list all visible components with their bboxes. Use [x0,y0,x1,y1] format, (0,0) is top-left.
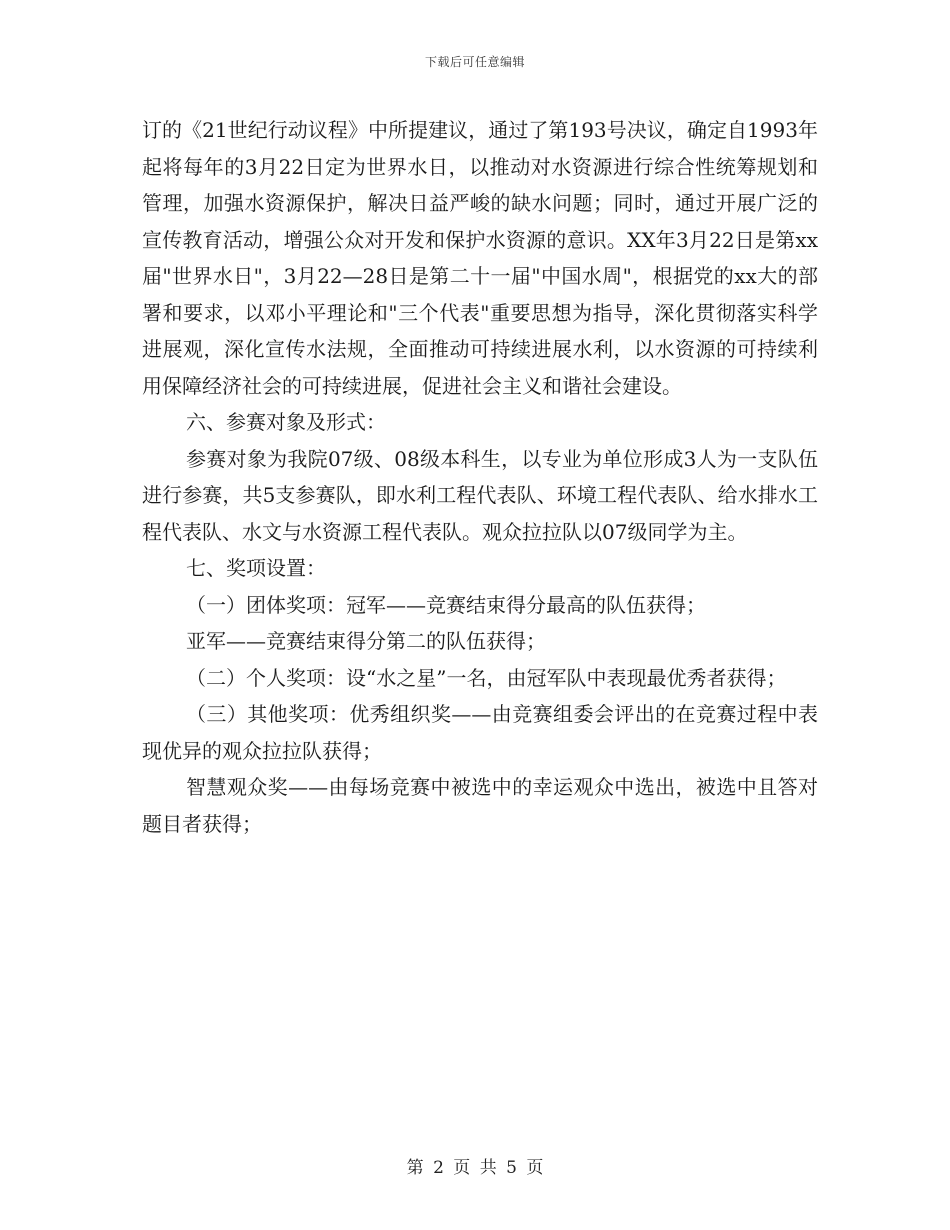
heading-participants: 六、参赛对象及形式： [186,410,386,434]
paragraph-individual-award: （二）个人奖项：设“水之星”一名，由冠军队中表现最优秀者获得； [186,665,787,690]
paragraph-team-award: （一）团体奖项：冠军——竞赛结束得分最高的队伍获得； [186,592,706,617]
paragraph-participants: 参赛对象为我院07级、08级本科生，以专业为单位形成3人为一支队伍进行参赛，共5支参赛队，即水利工程代表队、环境工程代表队、给水排水工程代表队、水文与水资源工程代表队。观众拉拉队以07级同学为主。 [142,446,818,544]
page-number: 第 2 页 共 5 页 [406,1158,544,1178]
document-body [142,112,818,842]
paragraph-runner-up: 亚军——竞赛结束得分第二的队伍获得； [186,629,546,653]
paragraph-world-water-day: 订的《21世纪行动议程》中所提建议，通过了第193号决议，确定自1993年起将每年的3月22日定为世界水日，以推动对水资源进行综合性统筹规划和管理，加强水资源保护，解决日益严峻的缺水问题；同时，通过开展广泛的宣传教育活动，增强公众对开发和保护水资源的意识。XX年3月22日是第xx届"世界水日"，3月22—28日是第二十一届"中国水周"，根据党的xx大的部署和要求，以邓小平理论和"三个代表"重要思想为指导，深化贯彻落实科学进展观，深化宣传水法规，全面推动可持续进展水利，以水资源的可持续利用保障经济社会的可持续进展，促进社会主义和谐社会建设。 [142,118,818,398]
heading-awards: 七、奖项设置： [186,556,326,580]
paragraph-audience-award: 智慧观众奖——由每场竞赛中被选中的幸运观众中选出，被选中且答对题目者获得； [142,775,818,836]
page-header: 下载后可任意编辑 [424,55,525,69]
paragraph-other-awards: （三）其他奖项：优秀组织奖——由竞赛组委会评出的在竞赛过程中表现优异的观众拉拉队获得； [142,702,818,763]
